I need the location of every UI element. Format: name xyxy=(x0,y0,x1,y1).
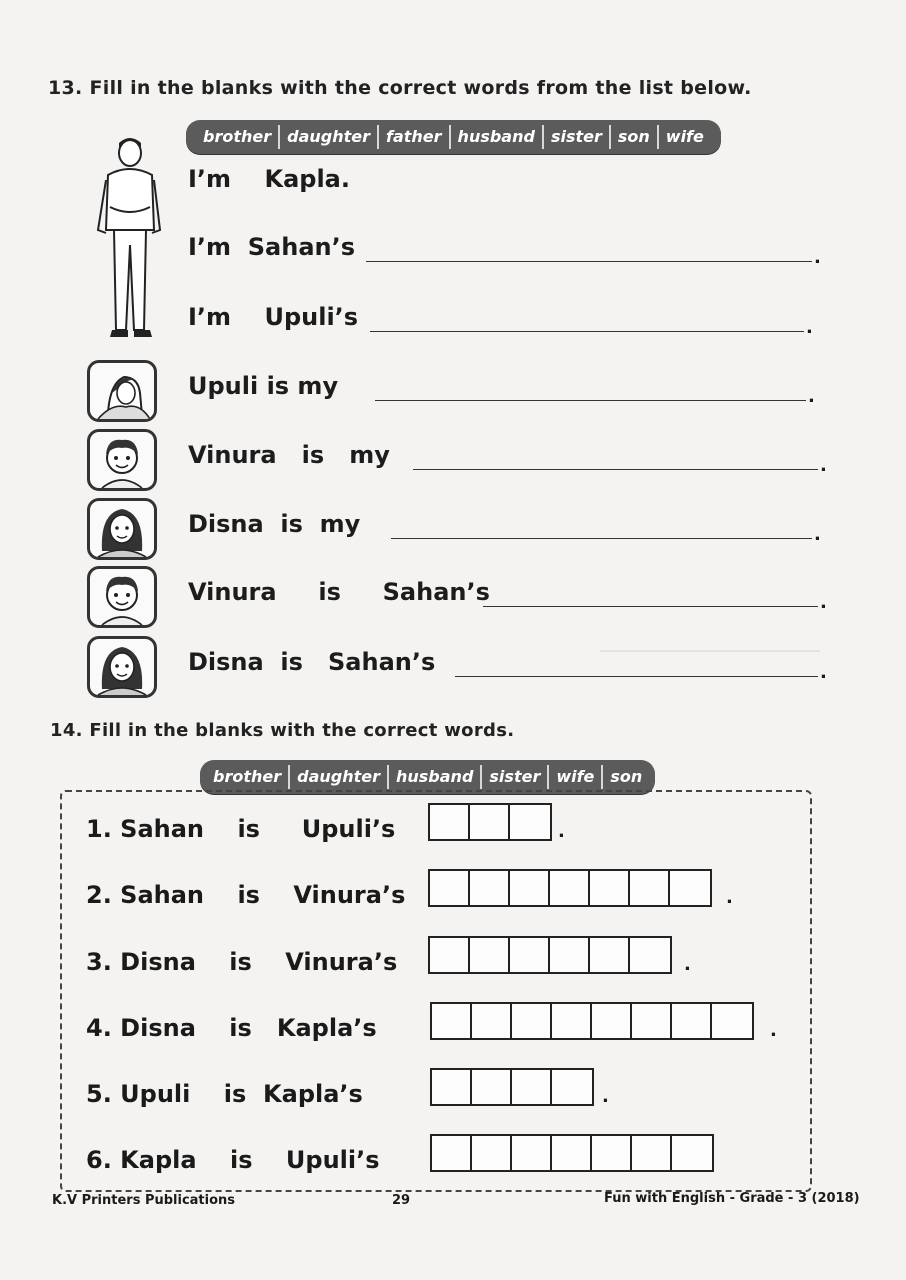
letter-box[interactable] xyxy=(632,1136,672,1170)
exercise-sentence: 4. Disna is Kapla’s xyxy=(86,1014,377,1042)
letter-box[interactable] xyxy=(430,938,470,972)
boy-portrait-icon xyxy=(87,429,157,491)
word-bank-chip: husband xyxy=(389,765,482,789)
answer-blank-line[interactable] xyxy=(391,538,812,539)
question-13-title: 13. Fill in the blanks with the correct words from the list below. xyxy=(48,77,752,99)
letter-box[interactable] xyxy=(630,871,670,905)
period-mark: . xyxy=(820,662,827,683)
period-mark: . xyxy=(808,386,815,407)
letter-box-row[interactable] xyxy=(430,1134,714,1172)
girl-portrait-icon xyxy=(87,636,157,698)
boy-portrait-icon xyxy=(87,566,157,628)
letter-box[interactable] xyxy=(472,1136,512,1170)
letter-box[interactable] xyxy=(432,1004,472,1038)
word-bank-chip: brother xyxy=(196,125,280,149)
letter-box[interactable] xyxy=(510,871,550,905)
question-14-title: 14. Fill in the blanks with the correct words. xyxy=(50,720,515,741)
word-bank-chip: sister xyxy=(544,125,611,149)
letter-box[interactable] xyxy=(550,938,590,972)
letter-box[interactable] xyxy=(632,1004,672,1038)
book-title: Fun with English - Grade - 3 (2018) xyxy=(604,1191,860,1206)
period-mark: . xyxy=(820,455,827,476)
word-bank-14 xyxy=(200,760,655,794)
answer-blank-line[interactable] xyxy=(483,606,818,607)
word-bank-chip: daughter xyxy=(290,765,389,789)
word-bank-chip: wife xyxy=(549,765,603,789)
sentence-text: I’m Sahan’s xyxy=(188,233,356,261)
word-bank-chip: daughter xyxy=(280,125,379,149)
letter-box[interactable] xyxy=(432,1070,472,1104)
letter-box[interactable] xyxy=(472,1070,512,1104)
answer-blank-line[interactable] xyxy=(455,676,818,677)
publisher-label: K.V Printers Publications xyxy=(52,1193,236,1208)
letter-box[interactable] xyxy=(512,1136,552,1170)
letter-box[interactable] xyxy=(432,1136,472,1170)
letter-box[interactable] xyxy=(470,805,510,839)
letter-box[interactable] xyxy=(430,871,470,905)
word-bank-chip: wife xyxy=(665,127,704,146)
word-bank-chip: son xyxy=(610,767,643,786)
period-mark: . xyxy=(814,524,821,545)
letter-box[interactable] xyxy=(470,871,510,905)
letter-box[interactable] xyxy=(590,938,630,972)
answer-blank-line[interactable] xyxy=(370,331,804,332)
letter-box[interactable] xyxy=(550,871,590,905)
exercise-14-frame xyxy=(60,790,812,1192)
letter-box[interactable] xyxy=(512,1004,552,1038)
letter-box[interactable] xyxy=(672,1136,712,1170)
exercise-sentence: 6. Kapla is Upuli’s xyxy=(86,1146,380,1174)
exercise-sentence: 3. Disna is Vinura’s xyxy=(86,948,398,976)
woman-portrait-icon xyxy=(87,360,157,422)
letter-box[interactable] xyxy=(552,1004,592,1038)
letter-box-row[interactable] xyxy=(430,1068,594,1106)
sentence-text: Disna is my xyxy=(188,510,361,538)
letter-box[interactable] xyxy=(670,871,710,905)
answer-blank-line[interactable] xyxy=(366,261,812,262)
letter-box[interactable] xyxy=(510,938,550,972)
period-mark: . xyxy=(770,1020,777,1041)
answer-blank-line[interactable] xyxy=(413,469,818,470)
period-mark: . xyxy=(558,821,565,842)
letter-box[interactable] xyxy=(672,1004,712,1038)
letter-box[interactable] xyxy=(472,1004,512,1038)
exercise-sentence: 5. Upuli is Kapla’s xyxy=(86,1080,363,1108)
exercise-sentence: 2. Sahan is Vinura’s xyxy=(86,881,406,909)
letter-box[interactable] xyxy=(712,1004,752,1038)
answer-blank-line[interactable] xyxy=(375,400,806,401)
period-mark: . xyxy=(806,317,813,338)
word-bank-chip: son xyxy=(611,125,659,149)
letter-box-row[interactable] xyxy=(430,1002,754,1040)
letter-box[interactable] xyxy=(470,938,510,972)
sentence-text: Vinura is my xyxy=(188,441,390,469)
sentence-text: Disna is Sahan’s xyxy=(188,648,436,676)
word-bank-chip: husband xyxy=(451,125,544,149)
letter-box-row[interactable] xyxy=(428,936,672,974)
letter-box[interactable] xyxy=(512,1070,552,1104)
letter-box[interactable] xyxy=(430,805,470,839)
word-bank-13 xyxy=(186,120,721,154)
period-mark: . xyxy=(602,1086,609,1107)
letter-box[interactable] xyxy=(630,938,670,972)
letter-box[interactable] xyxy=(510,805,550,839)
page-number: 29 xyxy=(392,1193,411,1208)
period-mark: . xyxy=(726,887,733,908)
sentence-text: I’m Upuli’s xyxy=(188,303,359,331)
sentence-text: Upuli is my xyxy=(188,372,339,400)
bleed-through-decoration xyxy=(600,650,820,652)
period-mark: . xyxy=(814,247,821,268)
man-figure-icon xyxy=(92,135,164,343)
period-mark: . xyxy=(684,954,691,975)
period-mark: . xyxy=(820,592,827,613)
sentence-text: Vinura is Sahan’s xyxy=(188,578,490,606)
letter-box[interactable] xyxy=(590,871,630,905)
letter-box-row[interactable] xyxy=(428,803,552,841)
word-bank-chip: brother xyxy=(206,765,290,789)
letter-box[interactable] xyxy=(552,1136,592,1170)
word-bank-chip: father xyxy=(379,125,451,149)
letter-box[interactable] xyxy=(592,1004,632,1038)
letter-box[interactable] xyxy=(552,1070,592,1104)
word-bank-chip: sister xyxy=(482,765,549,789)
letter-box[interactable] xyxy=(592,1136,632,1170)
letter-box-row[interactable] xyxy=(428,869,712,907)
girl-portrait-icon xyxy=(87,498,157,560)
sentence-text: I’m Kapla. xyxy=(188,165,350,193)
exercise-sentence: 1. Sahan is Upuli’s xyxy=(86,815,396,843)
